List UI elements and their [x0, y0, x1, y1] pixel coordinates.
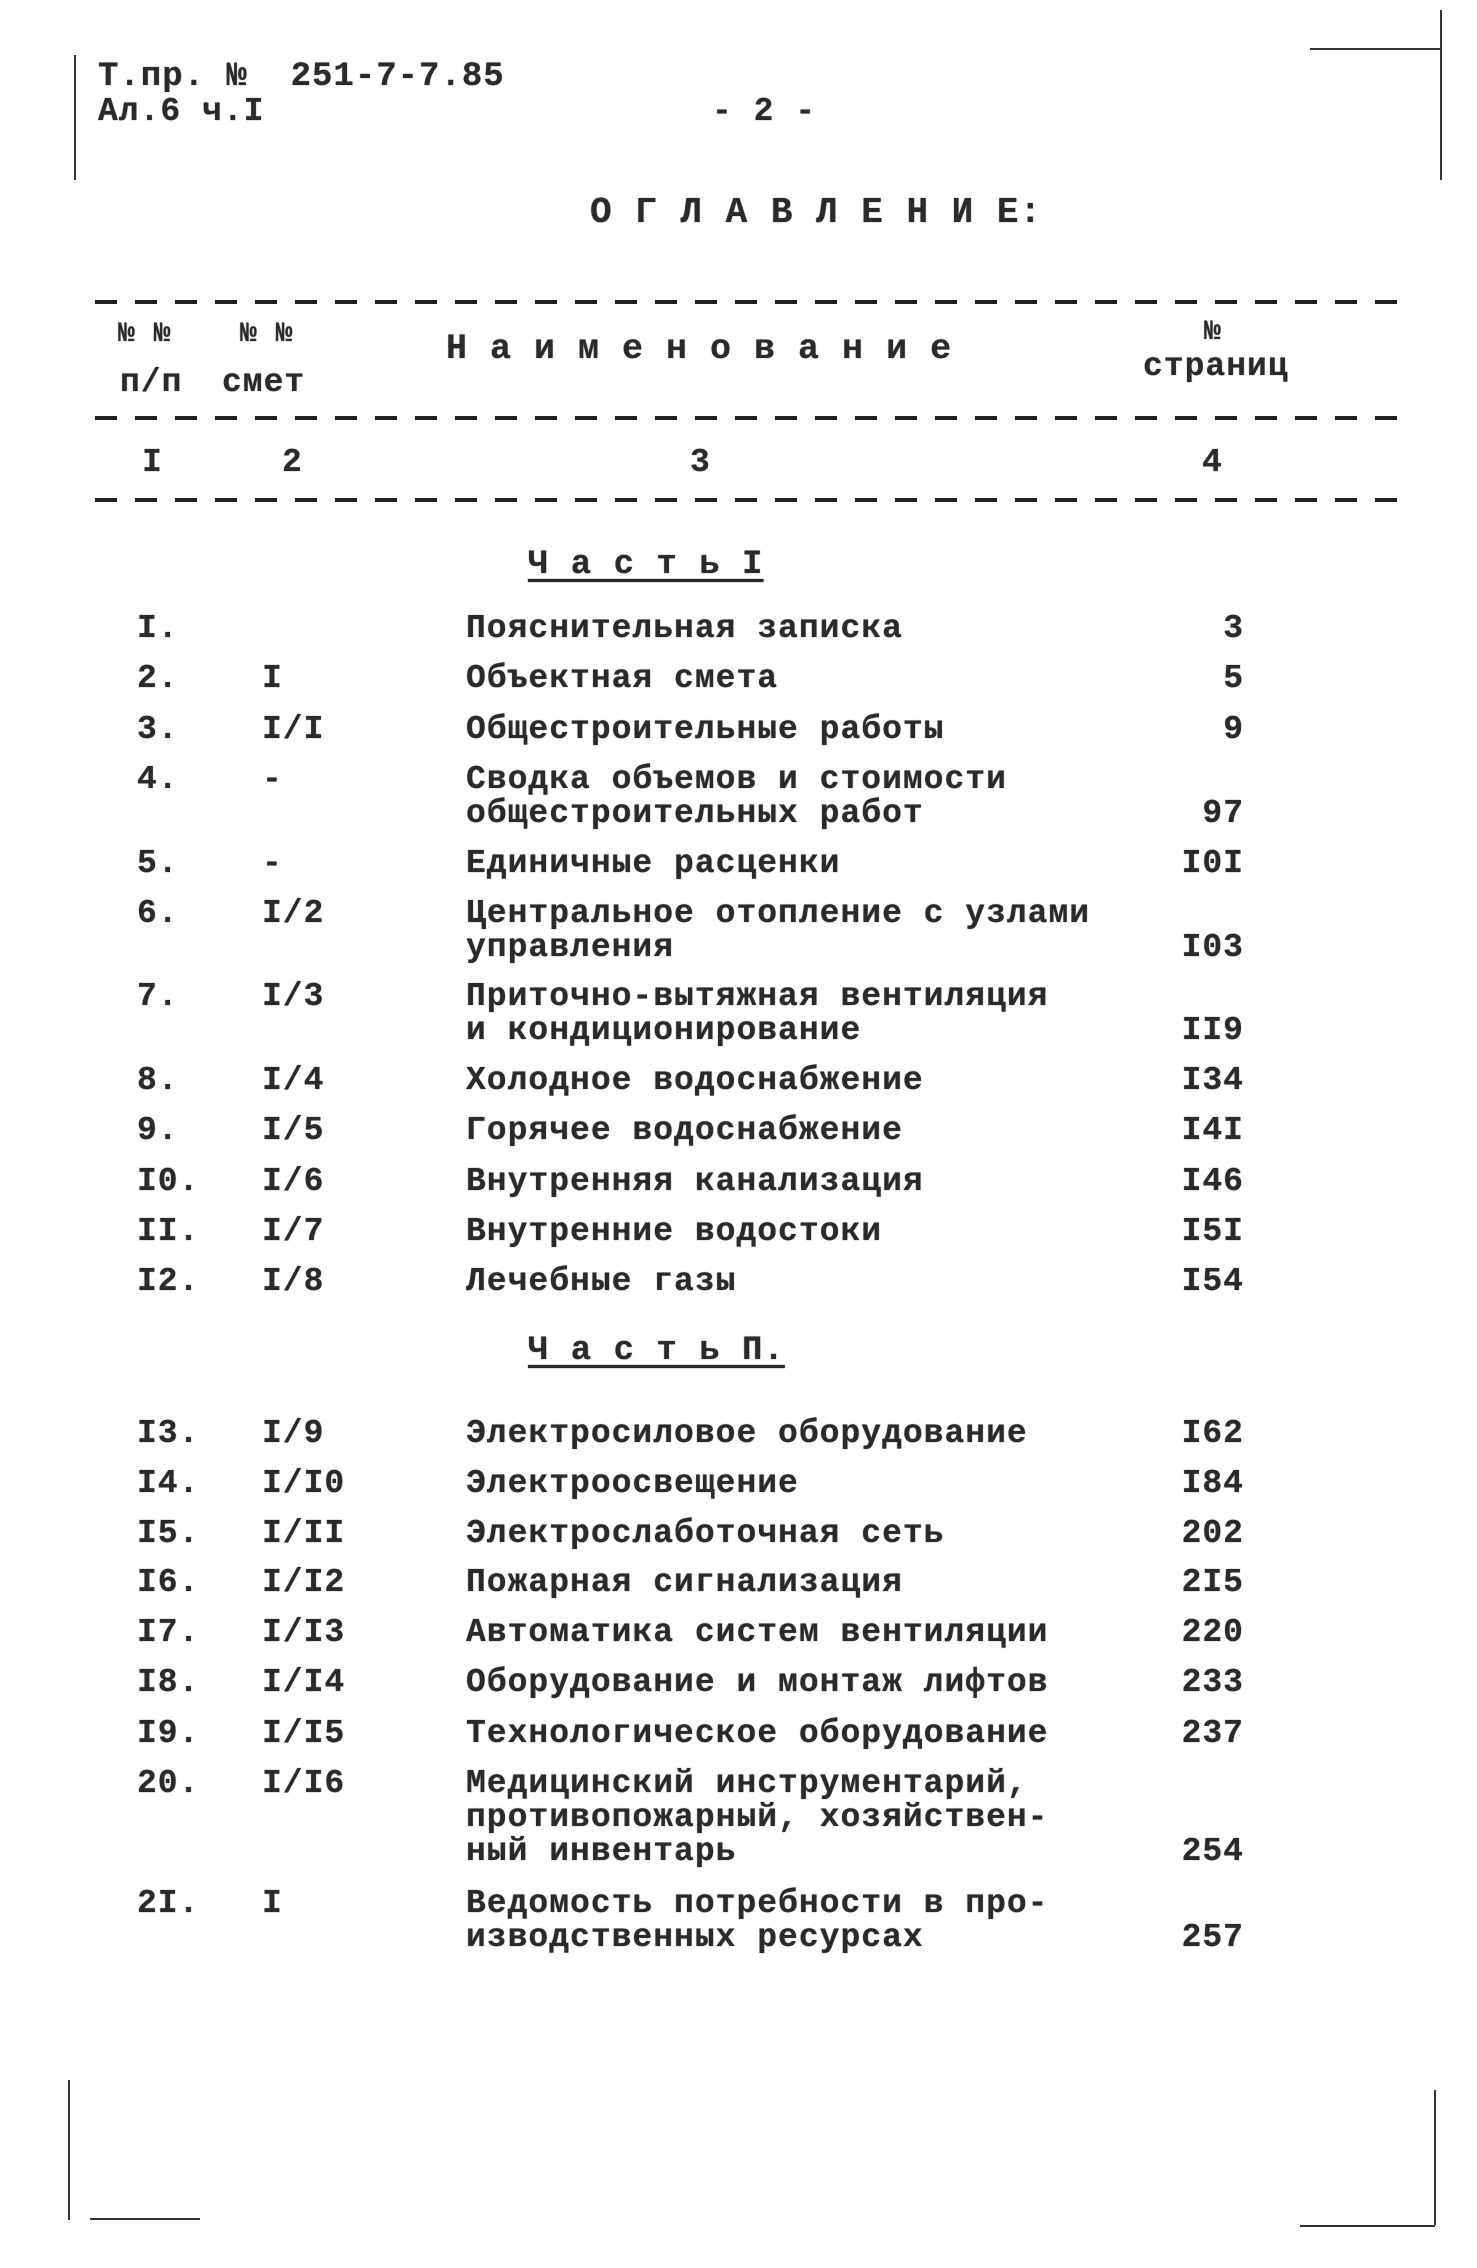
item-name-line: Внутренняя канализация [466, 1163, 924, 1200]
row-number: I4. [137, 1465, 200, 1502]
table-numbering-divider [95, 498, 1410, 502]
part-heading: Ч а с т ь П. [528, 1332, 785, 1370]
item-name-line: Электросиловое оборудование [466, 1415, 1028, 1452]
frame-mark-top-right [1440, 10, 1442, 180]
column-header-name: Н а и м е н о в а н и е [446, 329, 953, 369]
page-ref: 220 [1181, 1614, 1244, 1651]
album-reference: Ал.6 ч.I [98, 93, 265, 130]
frame-mark-bottom-left-h [90, 2218, 200, 2220]
item-name-line: Электроосвещение [466, 1465, 799, 1502]
page-number: - 2 - [712, 93, 817, 130]
frame-mark-bottom-right [1434, 2090, 1436, 2225]
estimate-number: I/I0 [262, 1465, 346, 1502]
page-ref: 3 [1223, 610, 1244, 647]
estimate-number: - [262, 761, 283, 798]
row-number: 5. [137, 845, 179, 882]
row-number: 2I. [137, 1885, 200, 1922]
row-number: 6. [137, 895, 179, 932]
estimate-number: I/I6 [262, 1765, 346, 1802]
estimate-number: I/2 [262, 895, 325, 932]
frame-mark-bottom-left [68, 2080, 70, 2220]
row-number: 8. [137, 1062, 179, 1099]
page-title: О Г Л А В Л Е Н И Е: [590, 192, 1043, 233]
estimate-number: I [262, 660, 283, 697]
item-name-line: Холодное водоснабжение [466, 1062, 924, 1099]
page-ref: I03 [1181, 929, 1244, 966]
item-name-line: Единичные расценки [466, 845, 841, 882]
row-number: I0. [137, 1163, 200, 1200]
column-header-page-2: страниц [1143, 348, 1289, 385]
item-name-line: Лечебные газы [466, 1263, 737, 1300]
estimate-number: I/I5 [262, 1715, 346, 1752]
row-number: I7. [137, 1614, 200, 1651]
item-name-line: Сводка объемов и стоимости [466, 761, 1007, 798]
page-ref: 2I5 [1181, 1564, 1244, 1601]
estimate-number: I/7 [262, 1213, 325, 1250]
estimate-number: I/I2 [262, 1564, 346, 1601]
row-number: I3. [137, 1415, 200, 1452]
estimate-number: I/8 [262, 1263, 325, 1300]
item-name-line: Внутренние водостоки [466, 1213, 883, 1250]
column-header-num-1: № № [118, 319, 172, 350]
page-ref: 97 [1202, 795, 1244, 832]
page-ref: I5I [1181, 1213, 1244, 1250]
document-reference: Т.пр. № 251-7-7.85 [98, 58, 505, 96]
row-number: I5. [137, 1515, 200, 1552]
page-ref: I0I [1181, 845, 1244, 882]
item-name-line: Приточно-вытяжная вентиляция [466, 978, 1049, 1015]
estimate-number: I/5 [262, 1112, 325, 1149]
page-ref: 5 [1223, 660, 1244, 697]
column-header-page-1: № [1204, 317, 1222, 348]
item-name-line: Оборудование и монтаж лифтов [466, 1664, 1049, 1701]
item-name-line: Горячее водоснабжение [466, 1112, 903, 1149]
column-number-2: 2 [282, 444, 303, 481]
frame-mark-top-left [74, 55, 76, 180]
estimate-number: I/9 [262, 1415, 325, 1452]
row-number: I2. [137, 1263, 200, 1300]
page-ref: 233 [1181, 1664, 1244, 1701]
table-header-divider [95, 416, 1410, 420]
item-name-line: и кондиционирование [466, 1012, 862, 1049]
item-name-line: Электрослаботочная сеть [466, 1515, 945, 1552]
page-ref: I4I [1181, 1112, 1244, 1149]
row-number: I9. [137, 1715, 200, 1752]
item-name-line: Пожарная сигнализация [466, 1564, 903, 1601]
page-ref: I34 [1181, 1062, 1244, 1099]
row-number: 3. [137, 711, 179, 748]
page-ref: I46 [1181, 1163, 1244, 1200]
page-ref: I62 [1181, 1415, 1244, 1452]
frame-mark-bottom-right-h [1300, 2225, 1435, 2227]
item-name-line: Общестроительные работы [466, 711, 945, 748]
item-name-line: управления [466, 929, 675, 966]
page-ref: 9 [1223, 711, 1244, 748]
item-name-line: Объектная смета [466, 660, 779, 697]
column-number-3: 3 [690, 444, 711, 481]
estimate-number: I/I4 [262, 1664, 346, 1701]
column-header-smeta-2: смет [222, 364, 306, 401]
estimate-number: - [262, 845, 283, 882]
page-ref: II9 [1181, 1012, 1244, 1049]
part-heading: Ч а с т ь I [528, 546, 764, 584]
estimate-number: I/I [262, 711, 325, 748]
column-header-smeta-1: № № [240, 319, 294, 350]
estimate-number: I/6 [262, 1163, 325, 1200]
item-name-line: Автоматика систем вентиляции [466, 1614, 1049, 1651]
estimate-number: I/II [262, 1515, 346, 1552]
item-name-line: противопожарный, хозяйствен- [466, 1799, 1049, 1836]
page-ref: I84 [1181, 1465, 1244, 1502]
row-number: II. [137, 1213, 200, 1250]
row-number: 20. [137, 1765, 200, 1802]
item-name-line: Технологическое оборудование [466, 1715, 1049, 1752]
page-ref: 254 [1181, 1833, 1244, 1870]
estimate-number: I/3 [262, 978, 325, 1015]
item-name-line: Ведомость потребности в про- [466, 1885, 1049, 1922]
item-name-line: изводственных ресурсах [466, 1919, 924, 1956]
item-name-line: Центральное отопление с узлами [466, 895, 1091, 932]
page-ref: I54 [1181, 1263, 1244, 1300]
column-header-num-2: п/п [120, 364, 183, 401]
item-name-line: Медицинский инструментарий, [466, 1765, 1028, 1802]
estimate-number: I/I3 [262, 1614, 346, 1651]
row-number: I6. [137, 1564, 200, 1601]
page-ref: 202 [1181, 1515, 1244, 1552]
item-name-line: ный инвентарь [466, 1833, 737, 1870]
item-name-line: общестроительных работ [466, 795, 924, 832]
page-ref: 257 [1181, 1919, 1244, 1956]
column-number-1: I [142, 444, 163, 481]
frame-mark-top-right-h [1310, 48, 1442, 50]
estimate-number: I [262, 1885, 283, 1922]
row-number: I8. [137, 1664, 200, 1701]
column-number-4: 4 [1202, 444, 1223, 481]
page-ref: 237 [1181, 1715, 1244, 1752]
row-number: I. [137, 610, 179, 647]
row-number: 9. [137, 1112, 179, 1149]
table-top-divider [95, 300, 1410, 304]
row-number: 2. [137, 660, 179, 697]
item-name-line: Пояснительная записка [466, 610, 903, 647]
row-number: 4. [137, 761, 179, 798]
estimate-number: I/4 [262, 1062, 325, 1099]
row-number: 7. [137, 978, 179, 1015]
